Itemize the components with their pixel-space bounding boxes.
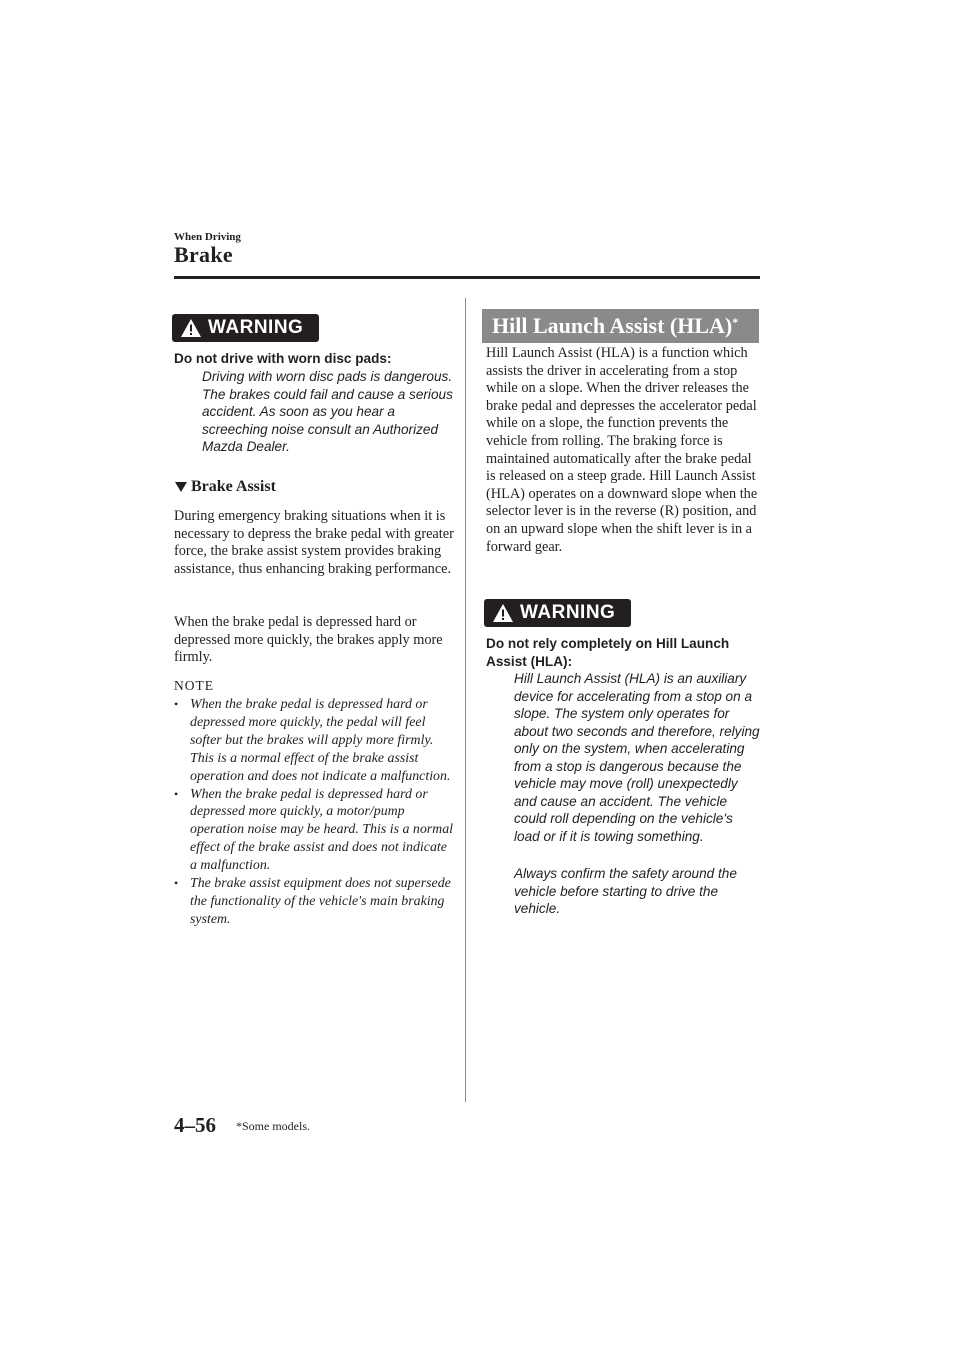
warning-body: Hill Launch Assist (HLA) is an auxiliary device for accelerating from a stop on a slope. The system only operates for about two seconds and therefore, relying only on the system, when accelerating from a stop is dangerous because the vehicle may move (roll) unexpectedly and cause an accident. The vehicle could roll depending on the vehicle's load or if it is towing something.: [514, 671, 760, 844]
paragraph: When the brake pedal is depressed hard or depressed more quickly, the brakes apply more firmly.: [174, 614, 443, 666]
subheading-text: Brake Assist: [191, 478, 276, 495]
bullet-icon: •: [174, 697, 179, 711]
note-item: • The brake assist equipment does not supersede the functionality of the vehicle's main braking system.: [174, 876, 451, 927]
paragraph: Hill Launch Assist (HLA) is a function which assists the driver in accelerating from a stop while on a slope. When the driver releases the brake pedal and depresses the accelerator pedal while on a slope, the function prevents the vehicle from rolling. The braking force is maintained automatically after the brake pedal is released on a steep grade. Hill Launch Assist (HLA) operates on a downward slope when the selector lever is in the reverse (R) position, and on an upward slope when the shift lever is in a forward gear.: [486, 345, 758, 555]
bullet-icon: •: [174, 876, 179, 891]
subheading-brake-assist: [174, 478, 276, 496]
page-title: Brake: [174, 242, 233, 267]
some-models-mark: *: [732, 314, 739, 329]
note-label: NOTE: [174, 678, 214, 693]
warning-heading: Do not drive with worn disc pads:: [174, 351, 392, 366]
column-divider: [465, 298, 466, 1102]
note-item: • When the brake pedal is depressed hard or depressed more quickly, the pedal will feel softer but the brakes will apply more firmly. This is a normal effect of the brake assist operation and does not indicate a malfunction.: [174, 697, 451, 784]
warning-badge: [172, 314, 319, 342]
warning-heading: Do not rely completely on Hill Launch Assist (HLA):: [486, 636, 730, 669]
note-item: • When the brake pedal is depressed hard or depressed more quickly, a motor/pump operation noise may be heard. This is a normal effect of the brake assist and does not indicate a malfunction.: [174, 786, 454, 874]
title-rule: [174, 276, 760, 279]
section-header-hla: [482, 309, 759, 343]
warning-label: WARNING: [520, 602, 616, 623]
bullet-icon: •: [174, 786, 179, 801]
triangle-down-icon: [174, 481, 188, 493]
warning-badge: [484, 599, 631, 627]
warning-body: Always confirm the safety around the vehicle before starting to drive the vehicle.: [514, 866, 737, 916]
warning-triangle-icon: [492, 603, 514, 623]
page-number: 4–56: [174, 1113, 216, 1137]
footnote: *Some models.: [236, 1119, 310, 1133]
warning-body: Driving with worn disc pads is dangerous. The brakes could fail and cause a serious accident. As soon as you hear a screeching noise consult an Authorized Mazda Dealer.: [202, 369, 453, 454]
section-label: When Driving: [174, 231, 241, 243]
note-list: [174, 696, 456, 929]
warning-label: WARNING: [208, 317, 304, 338]
section-title: Hill Launch Assist (HLA): [492, 313, 733, 338]
paragraph: During emergency braking situations when it is necessary to depress the brake pedal with greater force, the brake assist system provides braking assistance, thus enhancing braking performance.: [174, 508, 454, 577]
warning-triangle-icon: [180, 318, 202, 338]
